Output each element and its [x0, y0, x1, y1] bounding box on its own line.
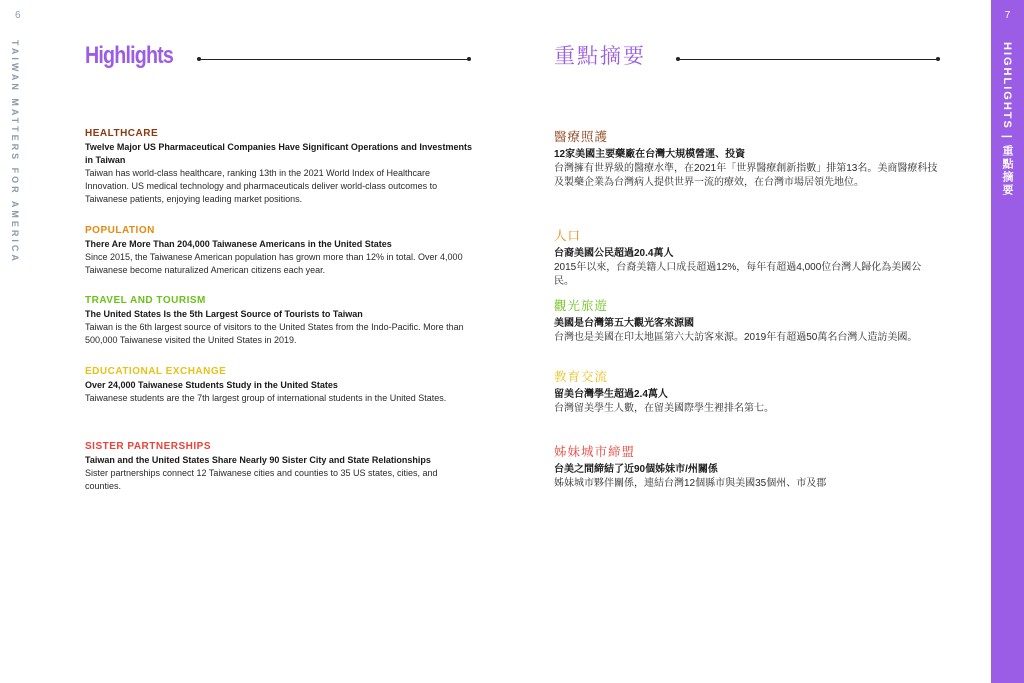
publication-title-vertical: TAIWAN MATTERS FOR AMERICA	[10, 40, 20, 264]
section-population-en	[85, 225, 475, 277]
section-body: 台灣留美學生人數，在留美國際學生裡排名第七。	[554, 403, 774, 414]
section-body: Taiwan is the 6th largest source of visitors to the United States from the Indo-Pacific. More than 500,000 Taiwanese visited the United States in 2019.	[85, 322, 464, 345]
page-title-zh: 重點摘要	[554, 45, 646, 68]
section-healthcare-zh	[554, 127, 939, 190]
section-body: Sister partnerships connect 12 Taiwanese cities and counties to 35 US states, cities, and counties.	[85, 468, 438, 491]
section-tab	[991, 0, 1024, 683]
section-subheading: 留美台灣學生超過2.4萬人	[554, 389, 668, 400]
section-travel-en	[85, 295, 475, 347]
title-divider-en	[199, 59, 469, 60]
page-number-right: 7	[1004, 10, 1011, 21]
section-body: Taiwan has world-class healthcare, ranking 13th in the 2021 World Index of Healthcare Innovation. US medical technology and pharmaceuticals deliver world-class outcomes to Taiwanese patients, enjoying leading market positions.	[85, 168, 438, 204]
section-body: 2015年以來，台裔美籍人口成長超過12%，每年有超過4,000位台灣人歸化為美國公民。	[554, 262, 922, 287]
section-heading: SISTER PARTNERSHIPS	[85, 441, 211, 452]
section-heading: POPULATION	[85, 225, 155, 236]
section-subheading: 12家美國主要藥廠在台灣大規模營運、投資	[554, 149, 746, 160]
section-body: 台灣也是美國在印太地區第六大訪客來源。2019年有超過50萬名台灣人造訪美國。	[554, 332, 918, 343]
section-body: Taiwanese students are the 7th largest group of international students in the United States.	[85, 393, 447, 403]
section-heading: 觀光旅遊	[554, 299, 609, 313]
section-subheading: Taiwan and the United States Share Nearly 90 Sister City and State Relationships	[85, 455, 431, 465]
section-subheading: Twelve Major US Pharmaceutical Companies Have Significant Operations and Investments in Taiwan	[85, 142, 472, 165]
section-education-zh	[554, 367, 939, 416]
section-education-en	[85, 366, 475, 405]
page-title-en: Highlights	[85, 42, 174, 69]
section-heading: HEALTHCARE	[85, 128, 159, 139]
section-subheading: 台美之間締結了近90個姊妹市/州關係	[554, 464, 718, 475]
page-number-left: 6	[15, 10, 21, 21]
section-heading: 人口	[554, 229, 582, 243]
section-body: Since 2015, the Taiwanese American population has grown more than 12% in total. Over 4,000 Taiwanese become naturalized American citizens each year.	[85, 252, 463, 275]
section-heading: TRAVEL AND TOURISM	[85, 295, 206, 306]
section-heading: EDUCATIONAL EXCHANGE	[85, 366, 227, 377]
section-sister-en	[85, 441, 475, 493]
section-subheading: The United States Is the 5th Largest Source of Tourists to Taiwan	[85, 309, 363, 319]
section-travel-zh	[554, 296, 939, 345]
section-subheading: 美國是台灣第五大觀光客來源國	[554, 318, 694, 329]
section-heading: 教育交流	[554, 370, 609, 384]
section-heading: 姊妹城市締盟	[554, 445, 636, 459]
section-sister-zh	[554, 442, 939, 491]
section-subheading: There Are More Than 204,000 Taiwanese Americans in the United States	[85, 239, 392, 249]
section-subheading: 台裔美國公民超過20.4萬人	[554, 248, 674, 259]
section-heading: 醫療照護	[554, 130, 609, 144]
section-body: 台灣擁有世界級的醫療水準，在2021年「世界醫療創新指數」排第13名。美商醫療科技及製藥企業為台灣病人提供世界一流的療效，在台灣市場居領先地位。	[554, 163, 938, 188]
section-healthcare-en	[85, 128, 475, 206]
section-body: 姊妹城市夥伴關係，連結台灣12個縣市與美國35個州、市及郡	[554, 478, 827, 489]
title-divider-zh	[678, 59, 938, 60]
section-subheading: Over 24,000 Taiwanese Students Study in the United States	[85, 380, 338, 390]
section-tab-label: HIGHLIGHTS | 重點摘要	[1001, 42, 1013, 198]
section-population-zh	[554, 226, 939, 289]
